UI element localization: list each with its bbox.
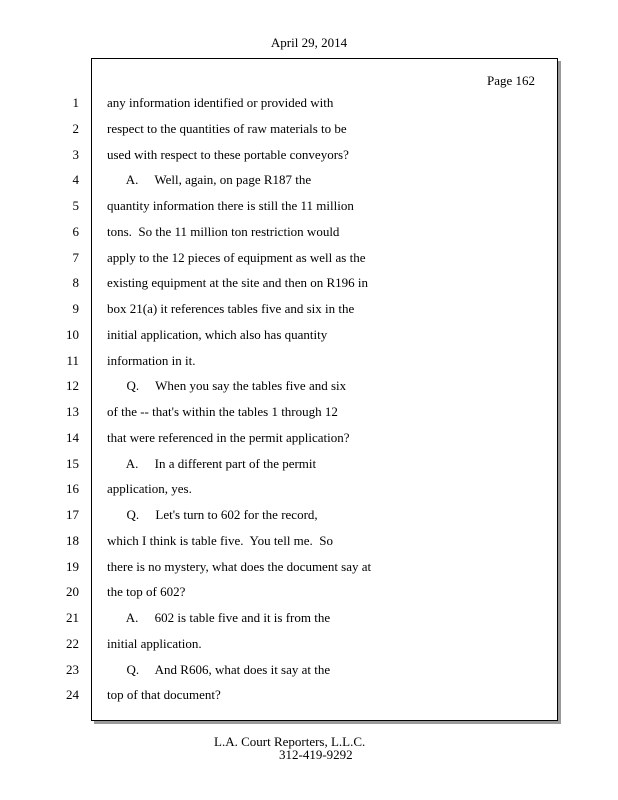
- reporter-company: L.A. Court Reporters, L.L.C.: [214, 734, 366, 749]
- line-number: 16: [66, 481, 79, 497]
- line-number: 18: [66, 532, 79, 548]
- line-number: 20: [66, 584, 79, 600]
- reporter-phone: 312-419-9292: [279, 747, 353, 762]
- line-number: 2: [72, 120, 79, 136]
- transcript-line: top of that document?: [107, 687, 221, 703]
- transcript-line: Q. Let's turn to 602 for the record,: [107, 507, 318, 522]
- line-number-column: [0, 95, 79, 713]
- transcript-line: any information identified or provided with: [107, 95, 334, 110]
- transcript-line: box 21(a) it references tables five and six in the: [107, 301, 355, 316]
- transcript-line: apply to the 12 pieces of equipment as well as the: [107, 249, 366, 265]
- line-number: 23: [66, 661, 79, 677]
- line-number: 6: [72, 223, 79, 239]
- page-number: Page 162: [486, 73, 535, 88]
- transcript-line: that were referenced in the permit application?: [107, 429, 350, 445]
- transcript-line: initial application.: [107, 635, 202, 651]
- transcript-line: which I think is table five. You tell me. So: [107, 532, 334, 548]
- line-number: 22: [66, 635, 79, 651]
- line-number: 13: [66, 404, 79, 419]
- line-number: 10: [66, 326, 79, 342]
- line-number: 5: [72, 198, 79, 213]
- line-number: 7: [72, 249, 79, 265]
- line-number: 1: [72, 95, 79, 110]
- transcript-text: [107, 95, 547, 713]
- line-number: 8: [72, 275, 79, 291]
- line-number: 12: [66, 378, 79, 394]
- transcript-line: initial application, which also has quantity: [107, 326, 328, 342]
- transcript-line: respect to the quantities of raw materials to be: [107, 120, 347, 136]
- transcript-date: April 29, 2014: [270, 35, 348, 50]
- line-number: 24: [66, 687, 79, 703]
- transcript-line: there is no mystery, what does the document say at: [107, 558, 372, 574]
- line-number: 11: [66, 352, 79, 368]
- transcript-line: Q. When you say the tables five and six: [107, 378, 347, 394]
- line-number: 15: [66, 455, 79, 471]
- transcript-line: used with respect to these portable conveyors?: [107, 146, 349, 162]
- line-number: 19: [66, 558, 79, 574]
- transcript-line: A. 602 is table five and it is from the: [107, 610, 331, 625]
- transcript-line: tons. So the 11 million ton restriction would: [107, 223, 340, 239]
- transcript-line: quantity information there is still the 11 million: [107, 198, 354, 213]
- line-number: 4: [72, 172, 79, 188]
- line-number: 21: [66, 610, 79, 625]
- transcript-line: the top of 602?: [107, 584, 186, 600]
- line-number: 14: [66, 429, 79, 445]
- transcript-line: of the -- that's within the tables 1 through 12: [107, 404, 338, 419]
- line-number: 17: [66, 507, 79, 522]
- transcript-line: A. Well, again, on page R187 the: [107, 172, 312, 188]
- transcript-line: information in it.: [107, 352, 196, 368]
- transcript-line: Q. And R606, what does it say at the: [107, 661, 331, 677]
- line-number: 3: [72, 146, 79, 162]
- transcript-line: A. In a different part of the permit: [107, 455, 317, 471]
- transcript-line: application, yes.: [107, 481, 192, 497]
- transcript-line: existing equipment at the site and then on R196 in: [107, 275, 369, 291]
- line-number: 9: [72, 301, 79, 316]
